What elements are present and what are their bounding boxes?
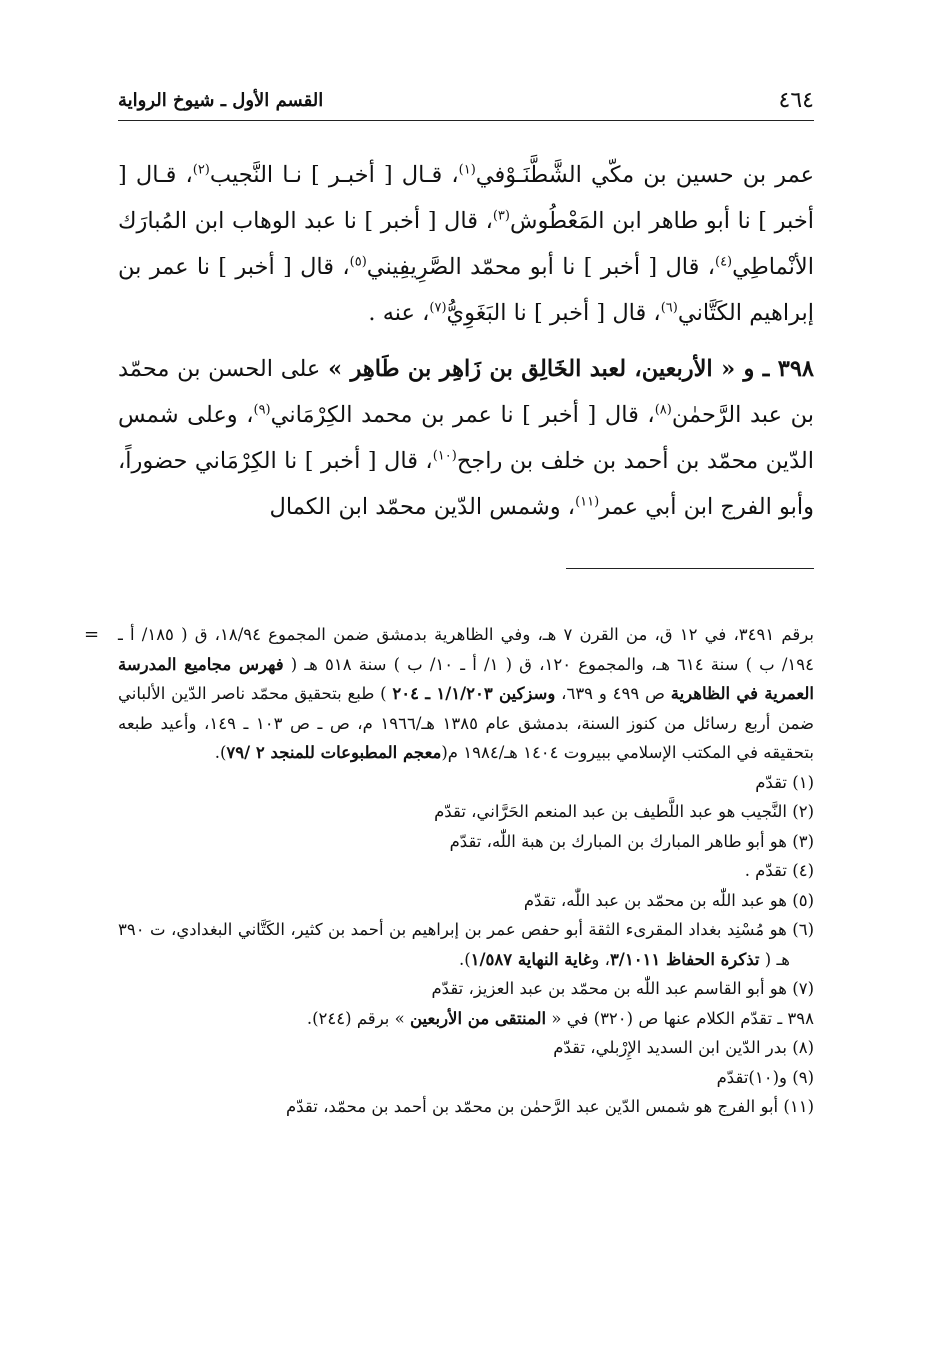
bibliography-title: وسزكين ١/١/٢٠٣ ـ ٢٠٤ xyxy=(392,684,556,703)
footnote-11: (١١) أبو الفرج هو شمس الدّين عبد الرَّحمٰن بن محمّد بن أحمد بن محمّد، تقدّم xyxy=(286,1097,814,1116)
footnote-continuation xyxy=(118,620,814,768)
footnote-ref-11[interactable]: (١١) xyxy=(575,494,600,510)
footnote-6 xyxy=(118,915,814,974)
text-span: ، قال [ أخبر ] نا عمر بن محمد الكِرْمَاني xyxy=(270,402,655,428)
text-span: ، قال [ أخبر ] نا أبو محمّد الصَّرِيفِيني xyxy=(366,254,715,280)
text-span: ص ٤٩٩ و ٦٣٩، xyxy=(561,684,665,703)
footnote-ref-6[interactable]: (٦) xyxy=(660,300,678,316)
text-span: » برقم (٢٤٤). xyxy=(306,1008,405,1028)
text-span: ، قـال [ أخبر ] نا أبو طاهر ابن المَعْطُوش xyxy=(118,162,814,234)
text-span: ، قال [ أخبر ] نا الكِرْمَاني حضوراً، وأبو الفرج ابن أبي عمر xyxy=(118,448,814,520)
bibliography-title: فهرس مجاميع المدرسة العمرية في الظاهرية xyxy=(118,654,814,703)
text-span: ، وشمس الدّين محمّد ابن الكمال xyxy=(269,494,576,520)
footnote-3: (٣) هو أبو طاهر المبارك بن المبارك بن هبة اللّٰه، تقدّم xyxy=(449,831,814,851)
bibliography-title: غاية النهاية ١/٥٨٧ xyxy=(470,949,592,969)
footnote-separator xyxy=(566,568,814,569)
text-span: ) طبع بتحقيق محمّد ناصر الدّين الألباني ضمن أربع رسائل من كنوز السنة، بدمشق عام ١٣٨٥ هـ/١٩٦٦ م، ص ـ ص ١٠٣ ـ ١٤٩، وأعيد طبعه بتحقيقه في المكتب الإسلامي ببيروت ١٤٠٤ هـ/١٩٨٤ م( xyxy=(118,684,815,762)
text-span: ، قال [ أخبر ] نا عبد الوهاب ابن المُبارَك الأنْماطِي xyxy=(118,208,814,280)
footnote-9-10: (٩) و(١٠)تقدّم xyxy=(716,1067,814,1087)
bibliography-title: المنتقى من الأربعين xyxy=(409,1008,547,1028)
text-span: ). xyxy=(458,949,471,969)
bibliography-title: معجم المطبوعات للمنجد ٢ /٧٩ xyxy=(226,743,442,762)
footnote-2: (٢) النَّجيب هو عبد اللَّطيف بن عبد المنعم الحَرَّاني، تقدّم xyxy=(434,802,814,821)
text-span: ٣٩٨ ـ تقدّم الكلام عنها ص (٣٢٠) في « xyxy=(551,1008,814,1028)
bibliography-title: تذكرة الحفاظ ٣/١٠١١ xyxy=(609,949,760,969)
text-span: ، قال [ أخبر ] نا البَغَوِيُّ xyxy=(446,300,661,326)
running-title: القسم الأول ـ شيوخ الرواية xyxy=(118,90,324,111)
text-span: (٦) هو مُسْنِد بغداد المقرىء الثقة أبو حفص عمر بن إبراهيم بن أحمد بن كثير، الكَتَّاني البغدادي، ت ٣٩٠ هـ ( xyxy=(118,920,814,969)
text-span: عمر بن حسين بن مكّي الشَّطَّنَـوْفي xyxy=(475,162,815,188)
page-number: ٤٦٤ xyxy=(778,88,814,113)
footnote-4: (٤) تقدّم . xyxy=(744,861,814,880)
page-header xyxy=(118,84,814,121)
footnote-7: (٧) هو أبو القاسم عبد اللّٰه بن محمّد بن عبد العزيز، تقدّم xyxy=(431,979,814,998)
footnote-ref-1[interactable]: (١) xyxy=(458,162,476,178)
footnote-ref-8[interactable]: (٨) xyxy=(654,402,672,418)
footnote-ref-4[interactable]: (٤) xyxy=(714,254,733,270)
footnote-8: (٨) بدر الدّين ابن السديد الإِرْبلي، تقدّم xyxy=(553,1038,814,1057)
entry-title: ٣٩٨ ـ و « الأربعين، لعبد الخَالِق بن زَاهِر بن طَاهِر » xyxy=(328,356,814,382)
paragraph-isnad xyxy=(118,152,814,336)
continuation-marker: = xyxy=(84,624,100,645)
text-span: ). xyxy=(214,743,227,762)
paragraph-entry-398 xyxy=(118,346,814,530)
footnote-ref-2[interactable]: (٢) xyxy=(192,162,210,178)
main-text xyxy=(118,152,814,530)
text-span: ، عنه . xyxy=(368,300,430,326)
text-span: ، قال [ أخبر ] نا عمر بن إبراهيم الكَتَّاني xyxy=(118,254,814,326)
footnote-ref-7[interactable]: (٧) xyxy=(429,300,447,316)
text-span: ، و xyxy=(591,949,610,969)
text-span: على الحسن بن محمّد بن عبد الرَّحمٰن xyxy=(118,356,814,428)
footnote-5: (٥) هو عبد اللّٰه بن محمّد بن عبد اللّٰه، تقدّم xyxy=(523,890,814,910)
footnote-ref-9[interactable]: (٩) xyxy=(253,402,271,418)
text-span: ، قـال [ أخبـر ] نـا النَّجيب xyxy=(209,162,459,188)
footnote-ref-5[interactable]: (٥) xyxy=(349,254,367,270)
footnote-398 xyxy=(118,1004,814,1034)
text-span: برقم ٣٤٩١، في ١٢ ق، من القرن ٧ هـ، وفي الظاهرية بدمشق ضمن المجموع ١٨/٩٤، ق ( ١٨٥/ أ ـ ١٩٤/ ب ) سنة ٦١٤ هـ، والمجموع ١٢٠، ق ( ١/ أ ـ ١٠/ ب ) سنة ٥١٨ هـ ( xyxy=(118,625,815,674)
footnote-ref-3[interactable]: (٣) xyxy=(492,208,510,224)
footnote-1: (١) تقدّم xyxy=(755,772,814,792)
text-span: ، وعلى شمس الدّين محمّد بن أحمد بن خلف بن راجح xyxy=(118,402,814,474)
footnote-ref-10[interactable]: (١٠) xyxy=(432,448,457,464)
footnotes xyxy=(84,620,815,1122)
